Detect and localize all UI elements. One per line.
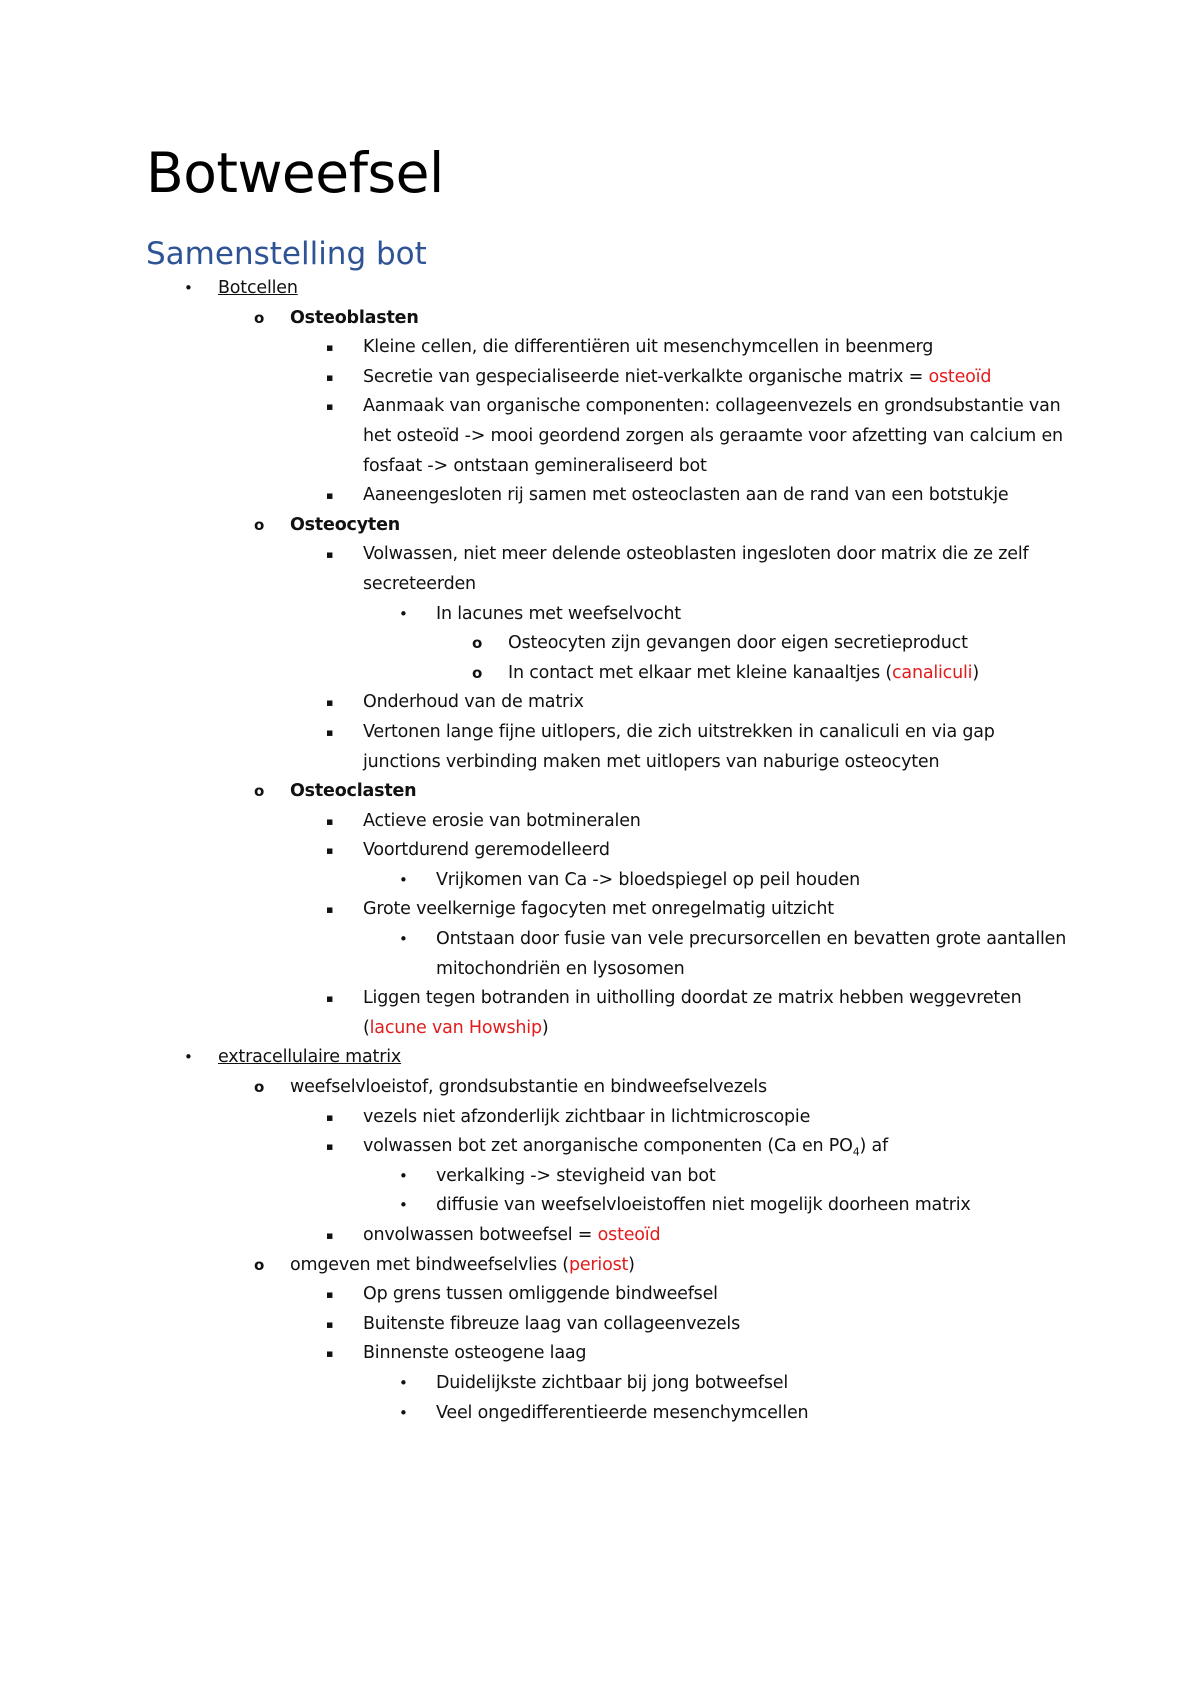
square-bullet-icon: ▪ [326,1288,334,1302]
outline-item-level-2 [0,984,1200,1043]
outline-item-text: Osteoclasten [290,781,417,802]
outline-item-text: onvolwassen botweefsel = osteoïd [363,1225,661,1246]
square-bullet-icon: ▪ [326,1110,334,1124]
outline-item-text: verkalking -> stevigheid van bot [436,1165,716,1186]
outline-item-level-2 [0,807,1200,837]
square-bullet-icon: ▪ [326,341,334,355]
square-bullet-icon: ▪ [326,725,334,739]
bullet-icon: • [399,1373,408,1392]
square-bullet-icon: ▪ [326,903,334,917]
outline-item-level-3 [0,600,1200,630]
trailing-text: ) [628,1254,635,1275]
outline-item-level-2 [0,1280,1200,1310]
outline-item-level-0 [0,274,1200,304]
circle-bullet-icon: o [254,1255,265,1274]
outline-item-level-3 [0,925,1200,984]
square-bullet-icon: ▪ [326,370,334,384]
outline-item-text: Grote veelkernige fagocyten met onregelmatig uitzicht [363,899,834,920]
outline-item-text: weefselvloeistof, grondsubstantie en bindweefselvezels [290,1077,767,1098]
outline-item-text: Osteocyten [290,514,401,535]
outline-item-text: Actieve erosie van botmineralen [363,810,641,831]
outline-item-level-3 [0,1162,1200,1192]
outline-item-level-2 [0,836,1200,866]
bullet-icon: • [184,1048,193,1067]
circle-bullet-icon: o [254,308,265,327]
outline-item-level-2 [0,1221,1200,1251]
outline-item-level-2 [0,1103,1200,1133]
highlighted-term: osteoïd [928,366,992,387]
highlighted-term: lacune van Howship [369,1017,542,1038]
outline-item-text: Osteoblasten [290,307,419,328]
outline-item-level-0 [0,1043,1200,1073]
outline-item-text: Duidelijkste zichtbaar bij jong botweefsel [436,1372,789,1393]
outline-item-text: volwassen bot zet anorganische componenten (Ca en $PO_4$) af [363,1136,888,1159]
highlighted-term: canaliculi [892,662,973,683]
square-bullet-icon: ▪ [326,696,334,710]
outline-item-level-2 [0,1132,1200,1162]
outline-item-level-1 [0,511,1200,541]
outline-item-text: Vertonen lange fijne uitlopers, die zich uitstrekken in canaliculi en via gap junctions verbinding maken met uitlopers van naburige osteocyten [363,721,995,772]
outline-item-text: vezels niet afzonderlijk zichtbaar in lichtmicroscopie [363,1106,811,1127]
outline-item-text: In lacunes met weefselvocht [436,603,681,624]
outline-item-level-1 [0,1251,1200,1281]
outline-item-text: Volwassen, niet meer delende osteoblasten ingesloten door matrix die ze zelf secreteerden [363,544,1029,594]
bullet-icon: • [399,1196,408,1215]
square-bullet-icon: ▪ [326,1140,334,1154]
outline-item-text: extracellulaire matrix [218,1047,402,1068]
highlighted-term: osteoïd [597,1225,661,1246]
outline-item-text: In contact met elkaar met kleine kanaaltjes (canaliculi) [508,662,979,683]
circle-bullet-icon: o [472,634,483,653]
outline-item-level-2 [0,718,1200,777]
square-bullet-icon: ▪ [326,1317,334,1331]
trailing-text: ) af [859,1136,888,1157]
outline-item-text: Osteocyten zijn gevangen door eigen secretieproduct [508,633,968,654]
square-bullet-icon: ▪ [326,844,334,858]
outline-item-level-2 [0,540,1200,599]
square-bullet-icon: ▪ [326,489,334,503]
bullet-icon: • [184,279,193,297]
outline-item-level-2 [0,363,1200,393]
outline-item-text: Botcellen [218,278,298,298]
outline-item-text: Aaneengesloten rij samen met osteoclasten aan de rand van een botstukje [363,485,1009,506]
outline-item-level-2 [0,392,1200,481]
outline-item-text: Onderhoud van de matrix [363,692,584,713]
outline-item-text: Vrijkomen van Ca -> bloedspiegel op peil houden [436,869,861,890]
square-bullet-icon: ▪ [326,814,334,828]
trailing-text: ) [541,1017,549,1038]
outline-item-text: Veel ongedifferentieerde mesenchymcellen [436,1402,809,1423]
outline-item-level-3 [0,1369,1200,1399]
outline-item-text: Secretie van gespecialiseerde niet-verkalkte organische matrix = osteoïd [363,366,992,387]
outline-item-level-3 [0,1399,1200,1429]
outline-item-text: Binnenste osteogene laag [363,1343,587,1364]
outline-item-level-2 [0,333,1200,363]
outline-item-level-1 [0,777,1200,807]
trailing-text: ) [972,662,979,683]
outline-item-text: Op grens tussen omliggende bindweefsel [363,1284,718,1305]
section-heading: Samenstelling bot [146,236,427,272]
square-bullet-icon: ▪ [326,992,334,1006]
outline-item-level-2 [0,895,1200,925]
circle-bullet-icon: o [254,782,265,801]
outline-item-text: diffusie van weefselvloeistoffen niet mogelijk doorheen matrix [436,1195,971,1216]
bullet-icon: • [399,930,408,949]
subscript-text: 4 [852,1145,860,1159]
bullet-icon: • [399,870,408,889]
outline-item-text: Aanmaak van organische componenten: collageenvezels en grondsubstantie van het osteoïd -> mooi geordend zorgen als geraamte voor afzetting van calcium en fosfaat -> ontstaan gemineraliseerd bot [363,396,1063,476]
outline-item-level-3 [0,1191,1200,1221]
outline-item-level-1 [0,1073,1200,1103]
outline-item-text: Ontstaan door fusie van vele precursorcellen en bevatten grote aantallen mitochondriën en lysosomen [436,929,1067,979]
bullet-icon: • [399,1166,408,1185]
outline-item-text: Kleine cellen, die differentiëren uit mesenchymcellen in beenmerg [363,337,934,358]
outline-item-text: Voortdurend geremodelleerd [363,840,610,861]
outline-item-level-4 [0,629,1200,659]
outline-item-level-2 [0,1339,1200,1369]
circle-bullet-icon: o [254,515,265,534]
square-bullet-icon: ▪ [326,1347,334,1361]
square-bullet-icon: ▪ [326,400,334,414]
page-title: Botweefsel [146,141,444,205]
bullet-icon: • [399,604,408,623]
outline-item-level-1 [0,304,1200,334]
outline-item-text: omgeven met bindweefselvlies (periost) [290,1254,635,1275]
outline-item-level-2 [0,1310,1200,1340]
highlighted-term: periost [568,1254,629,1275]
outline-item-level-2 [0,481,1200,511]
outline-list [0,274,1200,1428]
outline-item-level-2 [0,688,1200,718]
circle-bullet-icon: o [472,663,483,682]
bullet-icon: • [399,1403,408,1422]
outline-item-text: Liggen tegen botranden in uitholling doordat ze matrix hebben weggevreten (lacune van Howship) [363,988,1022,1038]
outline-item-level-4 [0,659,1200,689]
square-bullet-icon: ▪ [326,1229,334,1243]
outline-item-text: Buitenste fibreuze laag van collageenvezels [363,1313,740,1334]
square-bullet-icon: ▪ [326,548,334,562]
circle-bullet-icon: o [254,1078,265,1097]
outline-item-level-3 [0,866,1200,896]
